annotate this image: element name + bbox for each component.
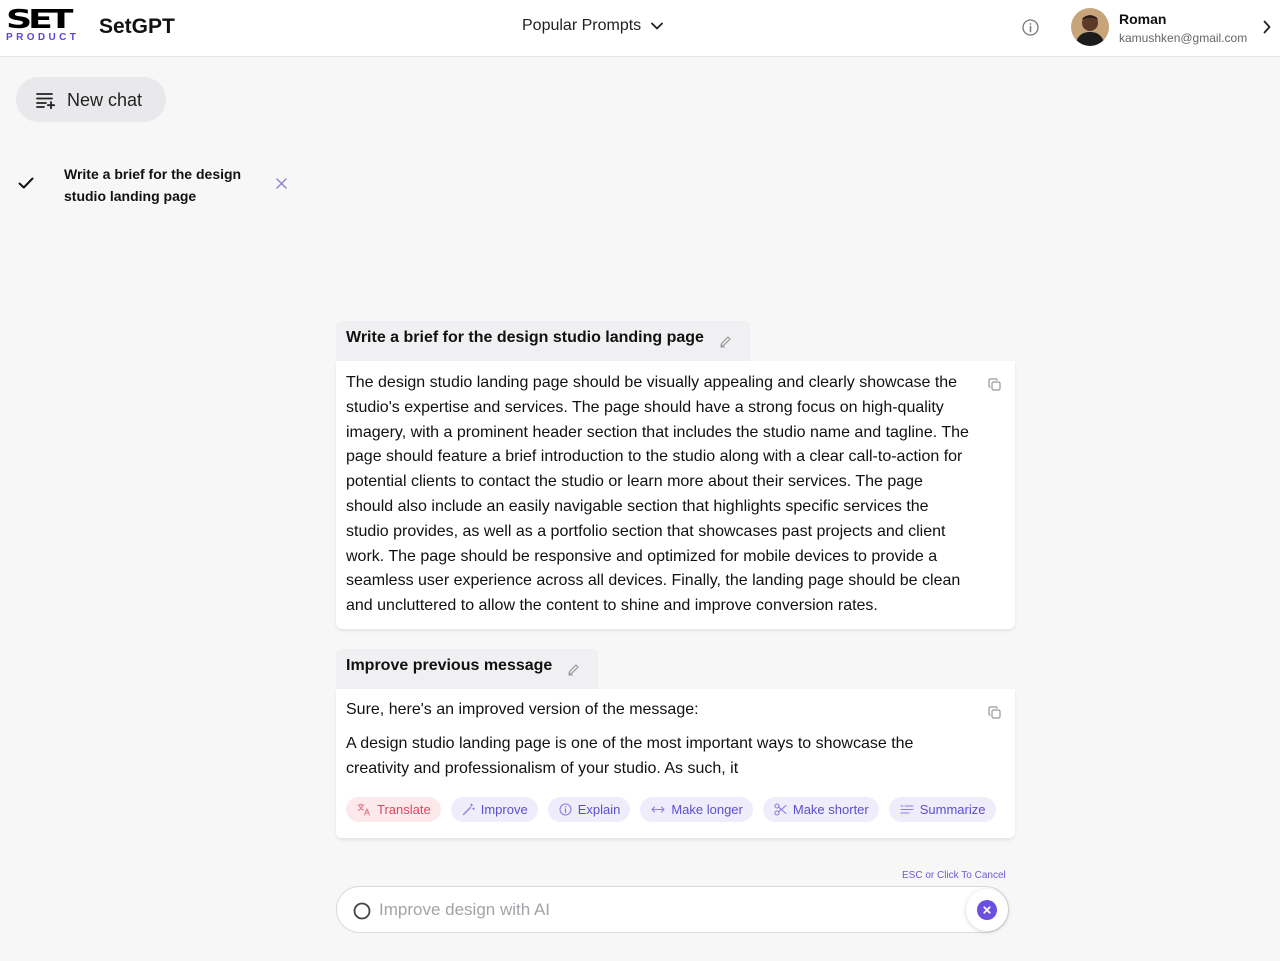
stop-generating-button[interactable] (966, 889, 1008, 931)
new-chat-icon (36, 92, 56, 109)
explain-button[interactable] (548, 797, 631, 822)
prompt-input[interactable] (379, 897, 959, 923)
check-icon (18, 177, 34, 189)
arrows-horizontal-icon (651, 805, 665, 814)
setproduct-logo[interactable] (6, 5, 82, 44)
new-chat-label: New chat (67, 90, 143, 110)
user-prompt-text: Improve previous message (346, 657, 553, 674)
user-name: Roman (1119, 11, 1167, 27)
history-item[interactable] (0, 160, 310, 210)
new-chat-button[interactable] (16, 77, 166, 122)
user-avatar[interactable] (1071, 8, 1109, 46)
make-longer-button[interactable] (640, 797, 753, 822)
chevron-down-icon (651, 22, 663, 30)
copy-icon[interactable] (988, 378, 1001, 391)
prompt-composer (336, 886, 1009, 933)
explain-label: Explain (577, 802, 621, 817)
improve-button[interactable] (451, 797, 538, 822)
stop-icon (977, 900, 997, 920)
ai-response (336, 361, 1015, 629)
popular-prompts-dropdown[interactable] (522, 17, 663, 35)
info-circle-icon (559, 803, 572, 816)
top-bar (0, 0, 1280, 57)
history-item-label: Write a brief for the design studio landing page (64, 166, 242, 204)
loading-spinner-icon (353, 902, 371, 920)
user-email: kamushken@gmail.com (1119, 31, 1248, 45)
make-shorter-button[interactable] (763, 797, 879, 822)
response-text: A design studio landing page is one of the most important ways to showcase the creativity and professionalism of your studio. As such, it (346, 735, 914, 777)
avatar-photo (1071, 8, 1109, 46)
response-actions (346, 797, 996, 822)
logo-wordmark: SET (6, 5, 70, 35)
popular-prompts-label: Popular Prompts (522, 17, 642, 34)
improve-label: Improve (480, 802, 528, 817)
summarize-button[interactable] (889, 797, 996, 822)
response-text: The design studio landing page should be visually appealing and clearly showcase the studio's expertise and services. The page should have a strong focus on high-quality imagery, with a prominent header section that includes the studio name and tagline. The page should feature a brief introduction to the studio along with a clear call-to-action for potential clients to contact the studio or learn more about their services. The page should also include an easily navigable section that highlights specific services the studio provides, as well as a portfolio section that showcases past projects and client work. The page should be responsive and optimized for mobile devices to provide a seamless user experience across all devices. Finally, the landing page should be clean and uncluttered to allow the content to shine and improve conversion rates. (346, 374, 969, 615)
close-icon[interactable] (276, 178, 287, 189)
summarize-icon (900, 804, 914, 815)
magic-wand-icon (462, 803, 475, 816)
summarize-label: Summarize (919, 802, 986, 817)
scissors-icon (774, 803, 787, 816)
chevron-right-icon[interactable] (1262, 20, 1272, 34)
make-shorter-label: Make shorter (792, 802, 869, 817)
info-icon[interactable] (1022, 19, 1039, 36)
app-title: SetGPT (99, 15, 175, 38)
response-intro-text: Sure, here's an improved version of the message: (346, 701, 699, 718)
translate-icon (357, 803, 371, 816)
ai-response (336, 689, 1015, 838)
logo-subtitle: PRODUCT (6, 32, 80, 43)
user-prompt (336, 649, 598, 689)
translate-button[interactable] (346, 797, 441, 822)
user-prompt-text: Write a brief for the design studio landing page (346, 329, 704, 346)
edit-icon[interactable] (719, 335, 732, 348)
copy-icon[interactable] (988, 706, 1001, 719)
make-longer-label: Make longer (671, 802, 743, 817)
edit-icon[interactable] (567, 663, 580, 676)
cancel-hint[interactable]: ESC or Click To Cancel (902, 870, 1006, 881)
user-prompt (336, 321, 750, 361)
translate-label: Translate (377, 802, 431, 817)
